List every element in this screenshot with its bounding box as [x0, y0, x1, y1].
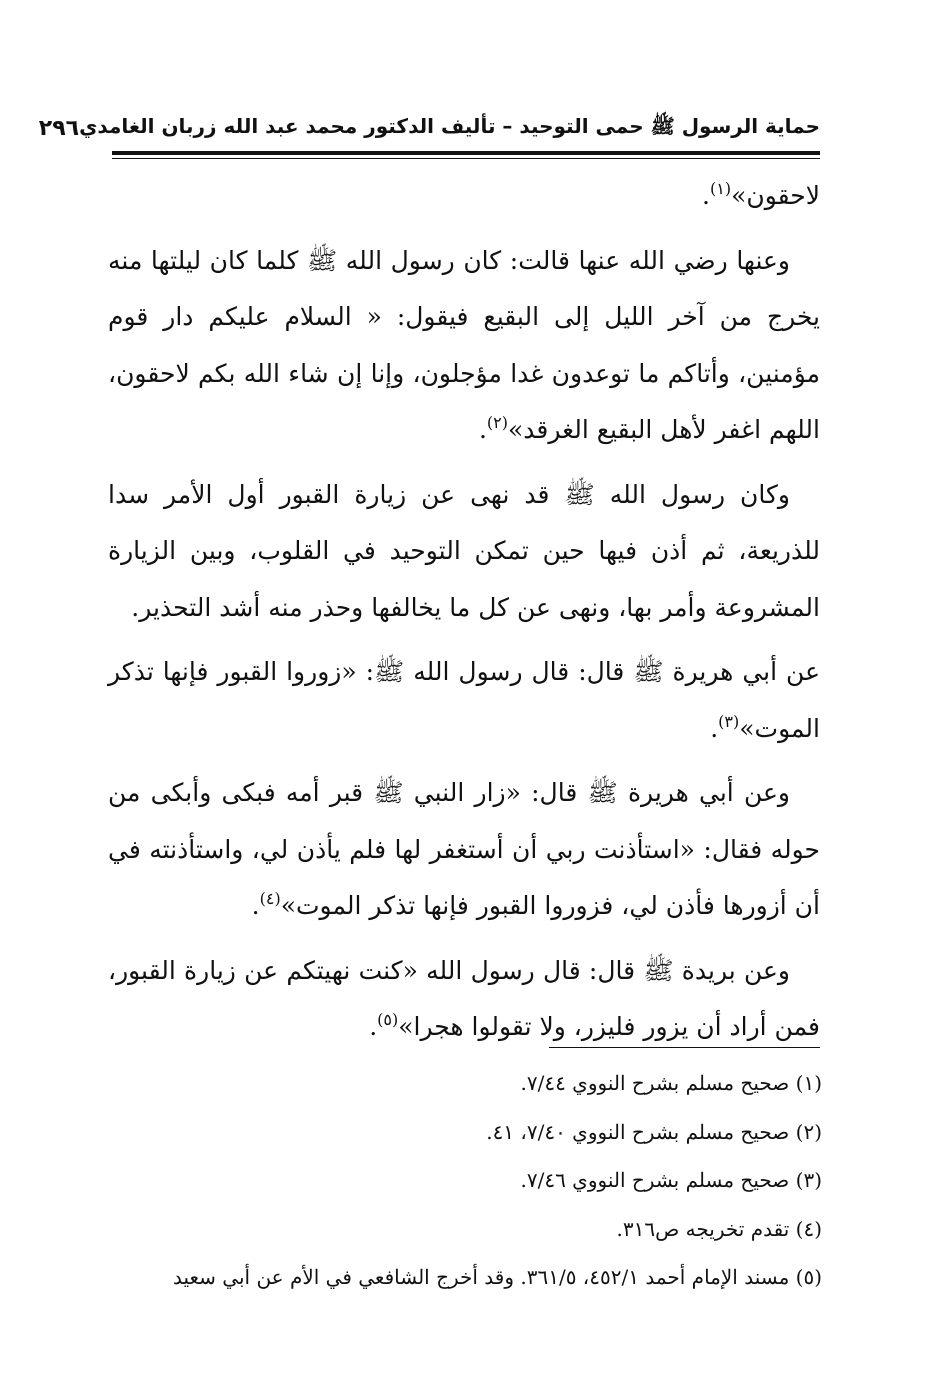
paragraph: [108, 168, 820, 225]
paragraph: [108, 467, 820, 637]
paragraph-text: عن أبي هريرة ﷺ قال: قال رسول الله ﷺ: «زوروا القبور فإنها تذكر الموت»: [108, 657, 820, 743]
paragraph-punctuation: .: [710, 713, 719, 743]
paragraph-text: وكان رسول الله ﷺ قد نهى عن زيارة القبور أول الأمر سدا للذريعة، ثم أذن فيها حين تمكن التوحيد في القلوب، وبين الزيارة المشروعة وأمر بها، ونهى عن كل ما يخالفها وحذر منه أشد التحذير.: [108, 479, 820, 622]
footnote-separator: [549, 1047, 820, 1048]
header-rule-thin: [112, 158, 820, 159]
paragraph-punctuation: .: [702, 181, 710, 210]
footnote: (١) صحيح مسلم بشرح النووي ٧/٤٤.: [520, 1071, 822, 1095]
footnote: (٥) مسند الإمام أحمد ٤٥٢/١، ٣٦١/٥. وقد أخرج الشافعي في الأم عن أبي سعيد: [173, 1265, 822, 1289]
page-number: ٢٩٦: [38, 115, 80, 141]
footnote-reference: (٣): [718, 711, 740, 731]
paragraph-punctuation: .: [369, 1012, 378, 1041]
footnote: (٣) صحيح مسلم بشرح النووي ٧/٤٦.: [520, 1168, 822, 1192]
header-rule-thick: [112, 151, 820, 155]
header-title: حماية الرسول ﷺ حمى التوحيد – تأليف الدكتور محمد عبد الله زربان الغامدي: [79, 113, 820, 138]
paragraph: [108, 943, 820, 1056]
footnote-reference: (٢): [486, 413, 508, 432]
paragraph: [108, 765, 820, 935]
footnote-reference: (٥): [377, 1010, 399, 1029]
paragraph-text: وعن أبي هريرة ﷺ قال: «زار النبي ﷺ قبر أمه فبكى وأبكى من حوله فقال: «استأذنت ربي أن أستغفر لها فلم يأذن لي، واستأذنته في أن أزورها فأذن لي، فزوروا القبور فإنها تذكر الموت»: [108, 778, 820, 920]
paragraph-text: لاحقون»: [731, 181, 820, 210]
footnote-reference: (١): [709, 179, 732, 198]
footnote: (٢) صحيح مسلم بشرح النووي ٧/٤٠، ٤١.: [486, 1119, 822, 1144]
paragraph: [108, 233, 820, 459]
paragraph-text: وعن بريدة ﷺ قال: قال رسول الله «كنت نهيتكم عن زيارة القبور، فمن أراد أن يزور فليزر، ولا تقولوا هجرا»: [108, 955, 820, 1041]
paragraph-text: وعنها رضي الله عنها قالت: كان رسول الله ﷺ كلما كان ليلتها منه يخرج من آخر الليل إلى البقيع فيقول: « السلام عليكم دار قوم مؤمنين، وأتاكم ما توعدون غدا مؤجلون، وإنا إن شاء الله بكم لاحقون، اللهم اغفر لأهل البقيع الغرقد»: [108, 245, 820, 444]
paragraph-punctuation: .: [251, 891, 260, 920]
footnote-reference: (٤): [259, 889, 281, 908]
body-text: [108, 168, 820, 1064]
footnote: (٤) تقدم تخريجه ص٣١٦.: [616, 1216, 822, 1241]
paragraph-punctuation: .: [478, 415, 487, 444]
paragraph: [108, 644, 820, 757]
footnotes: [108, 1059, 822, 1302]
running-header: [38, 108, 820, 148]
